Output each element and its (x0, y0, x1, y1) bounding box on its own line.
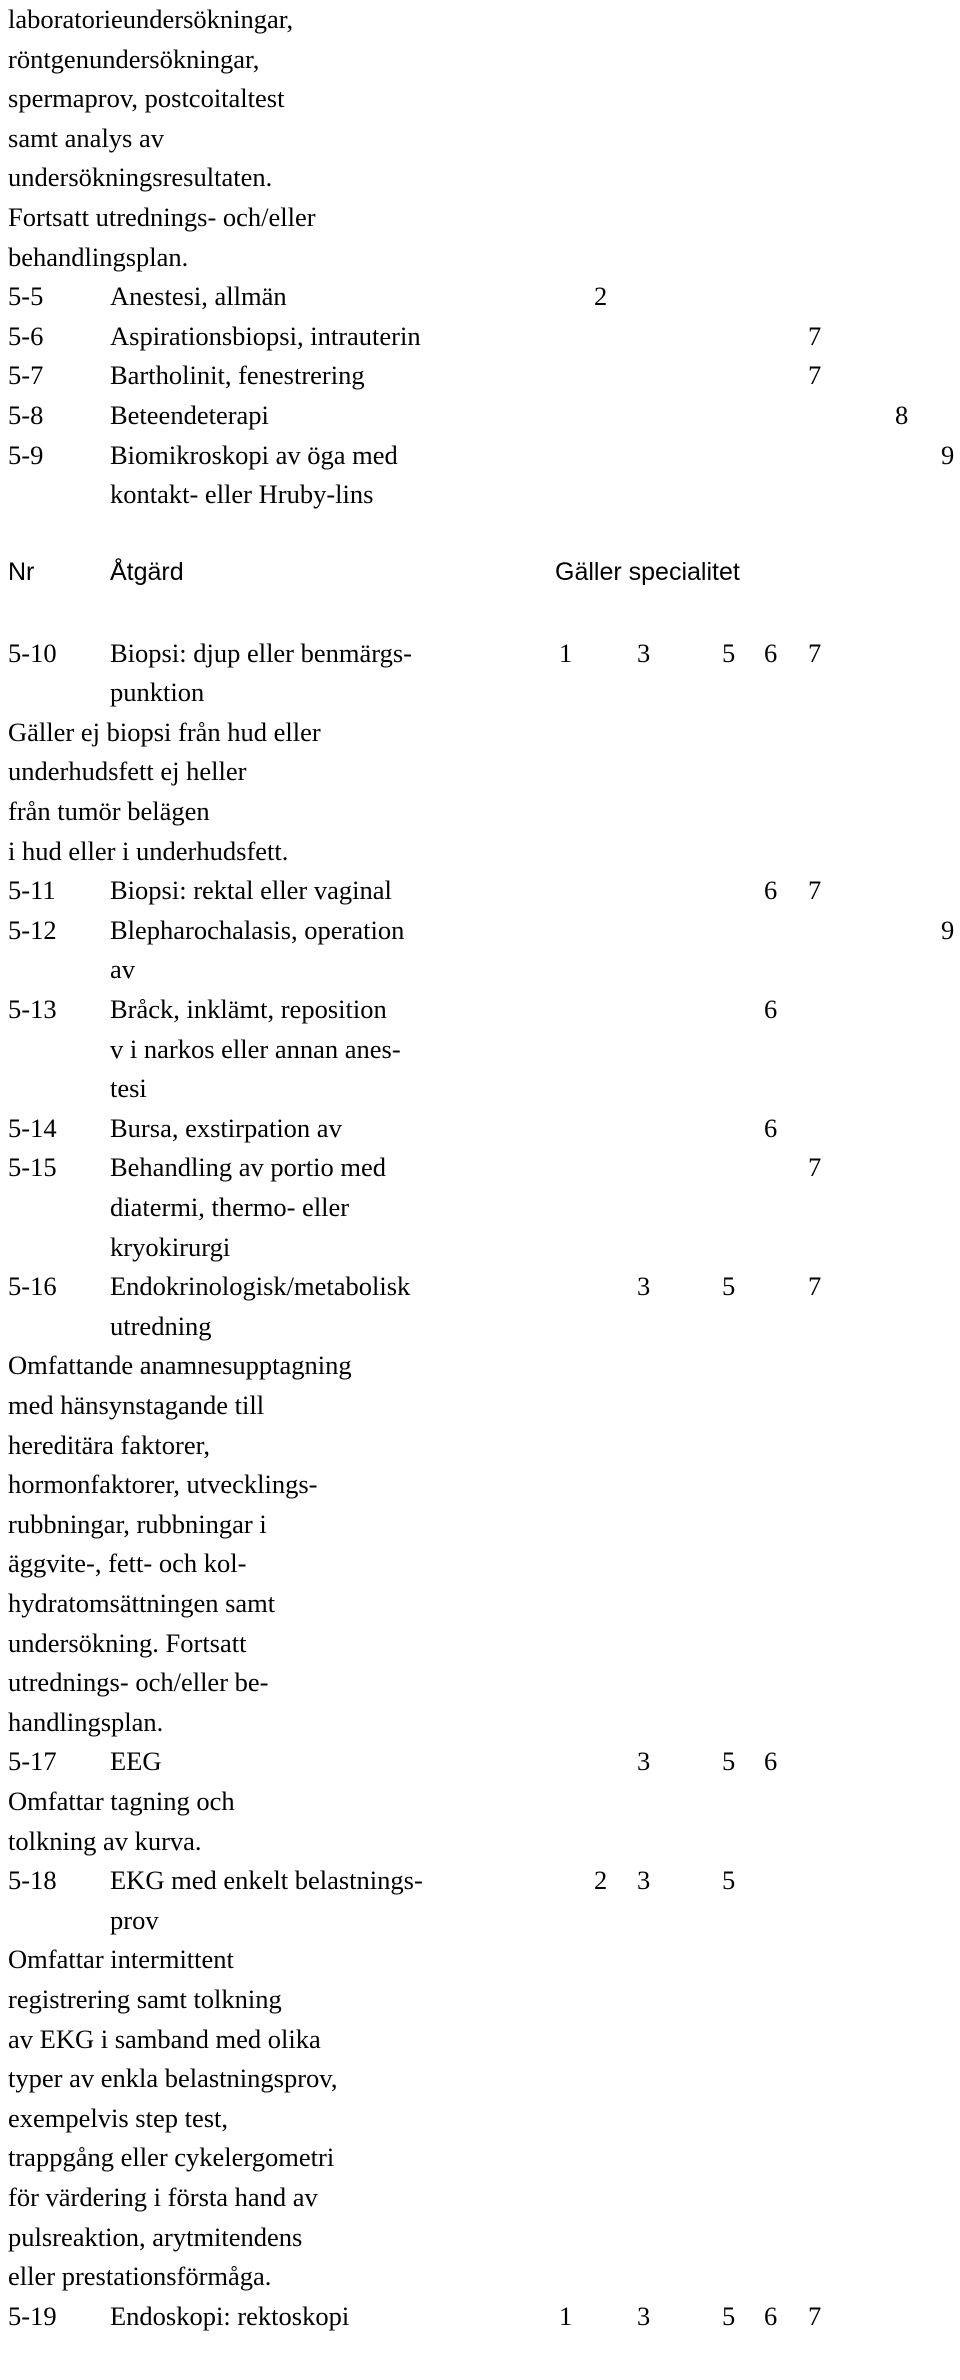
entry-name-line: Endokrinologisk/metabolisk (110, 1271, 411, 1302)
entry-number: 5-16 (8, 1271, 57, 1302)
entry-note-line: Omfattande anamnesupptagning (8, 1350, 352, 1381)
entry-note-line: utrednings- och/eller be- (8, 1667, 269, 1698)
specialty-code: 7 (808, 1152, 822, 1183)
specialty-code: 3 (637, 1271, 651, 1302)
entry-name-line: Beteendeterapi (110, 400, 269, 430)
specialty-code: 6 (764, 637, 778, 668)
entry-name-line: Biopsi: djup eller benmärgs- (110, 637, 413, 668)
entry-name-line: utredning (110, 1310, 212, 1341)
entry-note-line: trappgång eller cykelergometri (8, 2142, 335, 2173)
entry-name-line: diatermi, thermo- eller (110, 1192, 350, 1222)
intro-text-line: spermaprov, postcoitaltest (8, 83, 285, 114)
specialty-code: 6 (764, 1746, 778, 1777)
specialty-code: 7 (808, 1271, 822, 1302)
entry-note-line: handlingsplan. (8, 1706, 164, 1737)
entry-name-line: kryokirurgi (110, 1231, 231, 1262)
entry-note-line: pulsreaktion, arytmitendens (8, 2221, 303, 2252)
specialty-code: 5 (722, 637, 736, 668)
entry-note-line: av EKG i samband med olika (8, 2023, 321, 2054)
entry-number: 5-14 (8, 1112, 57, 1143)
entry-name-line: EEG (110, 1746, 162, 1777)
column-header-nr: Nr (8, 558, 35, 587)
entry-name-line: EKG med enkelt belastnings- (110, 1865, 423, 1896)
specialty-code: 7 (808, 875, 822, 906)
entry-number: 5-19 (8, 2300, 57, 2331)
entry-note-line: eller prestationsförmåga. (8, 2261, 272, 2292)
entry-note-line: underhudsfett ej heller (8, 756, 247, 787)
entry-name-line: Behandling av portio med (110, 1152, 386, 1183)
entry-name-line: Bartholinit, fenestrering (110, 360, 365, 391)
specialty-code: 3 (637, 1746, 651, 1777)
entry-note-line: rubbningar, rubbningar i (8, 1508, 267, 1539)
specialty-code: 6 (764, 994, 778, 1024)
entry-number: 5-13 (8, 994, 57, 1024)
entry-number: 5-6 (8, 320, 44, 351)
entry-note-line: hereditära faktorer, (8, 1429, 210, 1460)
specialty-code: 9 (941, 439, 955, 470)
specialty-code: 7 (808, 320, 822, 351)
entry-name-line: Anestesi, allmän (110, 281, 287, 312)
specialty-code: 8 (895, 400, 909, 430)
specialty-code: 1 (559, 2300, 573, 2331)
specialty-code: 5 (722, 1865, 736, 1896)
specialty-code: 5 (722, 2300, 736, 2331)
intro-text-line: samt analys av (8, 122, 165, 153)
entry-number: 5-11 (8, 875, 56, 906)
entry-name-line: tesi (110, 1073, 147, 1104)
entry-note-line: exempelvis step test, (8, 2102, 229, 2133)
entry-number: 5-18 (8, 1865, 57, 1896)
entry-note-line: för värdering i första hand av (8, 2182, 318, 2212)
specialty-code: 2 (594, 281, 608, 312)
specialty-code: 7 (808, 637, 822, 668)
entry-note-line: Gäller ej biopsi från hud eller (8, 716, 321, 747)
specialty-code: 3 (637, 2300, 651, 2331)
entry-number: 5-17 (8, 1746, 57, 1777)
specialty-code: 5 (722, 1271, 736, 1302)
entry-name-line: Biopsi: rektal eller vaginal (110, 875, 392, 906)
entry-name-line: Biomikroskopi av öga med (110, 439, 398, 470)
entry-number: 5-7 (8, 360, 44, 391)
entry-name-line: punktion (110, 677, 205, 708)
entry-name-line: Aspirationsbiopsi, intrauterin (110, 320, 421, 351)
entry-number: 5-5 (8, 281, 44, 312)
specialty-code: 2 (594, 1865, 608, 1896)
specialty-code: 5 (722, 1746, 736, 1777)
entry-name-line: av (110, 954, 136, 985)
entry-name-line: Bråck, inklämt, reposition (110, 994, 387, 1024)
intro-text-line: Fortsatt utrednings- och/eller (8, 202, 316, 232)
entry-name-line: Endoskopi: rektoskopi (110, 2300, 350, 2331)
entry-note-line: i hud eller i underhudsfett. (8, 835, 289, 866)
entry-note-line: med hänsynstagande till (8, 1390, 265, 1420)
specialty-code: 1 (559, 637, 573, 668)
entry-note-line: från tumör belägen (8, 796, 210, 826)
specialty-code: 7 (808, 2300, 822, 2331)
column-header-action: Åtgärd (110, 558, 184, 587)
column-header-specialty: Gäller specialitet (555, 558, 740, 587)
specialty-code: 6 (764, 1112, 778, 1143)
entry-number: 5-12 (8, 914, 57, 945)
entry-note-line: registrering samt tolkning (8, 1984, 282, 2014)
intro-text-line: laboratorieundersökningar, (8, 4, 294, 34)
entry-note-line: hydratomsättningen samt (8, 1588, 276, 1618)
entry-note-line: tolkning av kurva. (8, 1825, 202, 1856)
entry-number: 5-9 (8, 439, 44, 470)
entry-note-line: hormonfaktorer, utvecklings- (8, 1469, 318, 1500)
intro-text-line: röntgenundersökningar, (8, 43, 260, 74)
entry-note-line: Omfattar intermittent (8, 1944, 234, 1975)
entry-name-line: Bursa, exstirpation av (110, 1112, 342, 1143)
specialty-code: 3 (637, 1865, 651, 1896)
entry-note-line: undersökning. Fortsatt (8, 1627, 247, 1658)
entry-name-line: kontakt- eller Hruby-lins (110, 479, 374, 510)
entry-number: 5-15 (8, 1152, 57, 1183)
specialty-code: 6 (764, 875, 778, 906)
entry-note-line: äggvite-, fett- och kol- (8, 1548, 247, 1579)
entry-note-line: Omfattar tagning och (8, 1786, 235, 1816)
entry-number: 5-10 (8, 637, 57, 668)
specialty-code: 9 (941, 914, 955, 945)
entry-note-line: typer av enkla belastningsprov, (8, 2063, 338, 2094)
specialty-code: 7 (808, 360, 822, 391)
intro-text-line: undersökningsresultaten. (8, 162, 273, 193)
specialty-code: 6 (764, 2300, 778, 2331)
entry-name-line: prov (110, 1904, 159, 1935)
entry-name-line: v i narkos eller annan anes- (110, 1033, 401, 1064)
entry-name-line: Blepharochalasis, operation (110, 914, 405, 945)
intro-text-line: behandlingsplan. (8, 241, 189, 272)
entry-number: 5-8 (8, 400, 44, 430)
specialty-code: 3 (637, 637, 651, 668)
